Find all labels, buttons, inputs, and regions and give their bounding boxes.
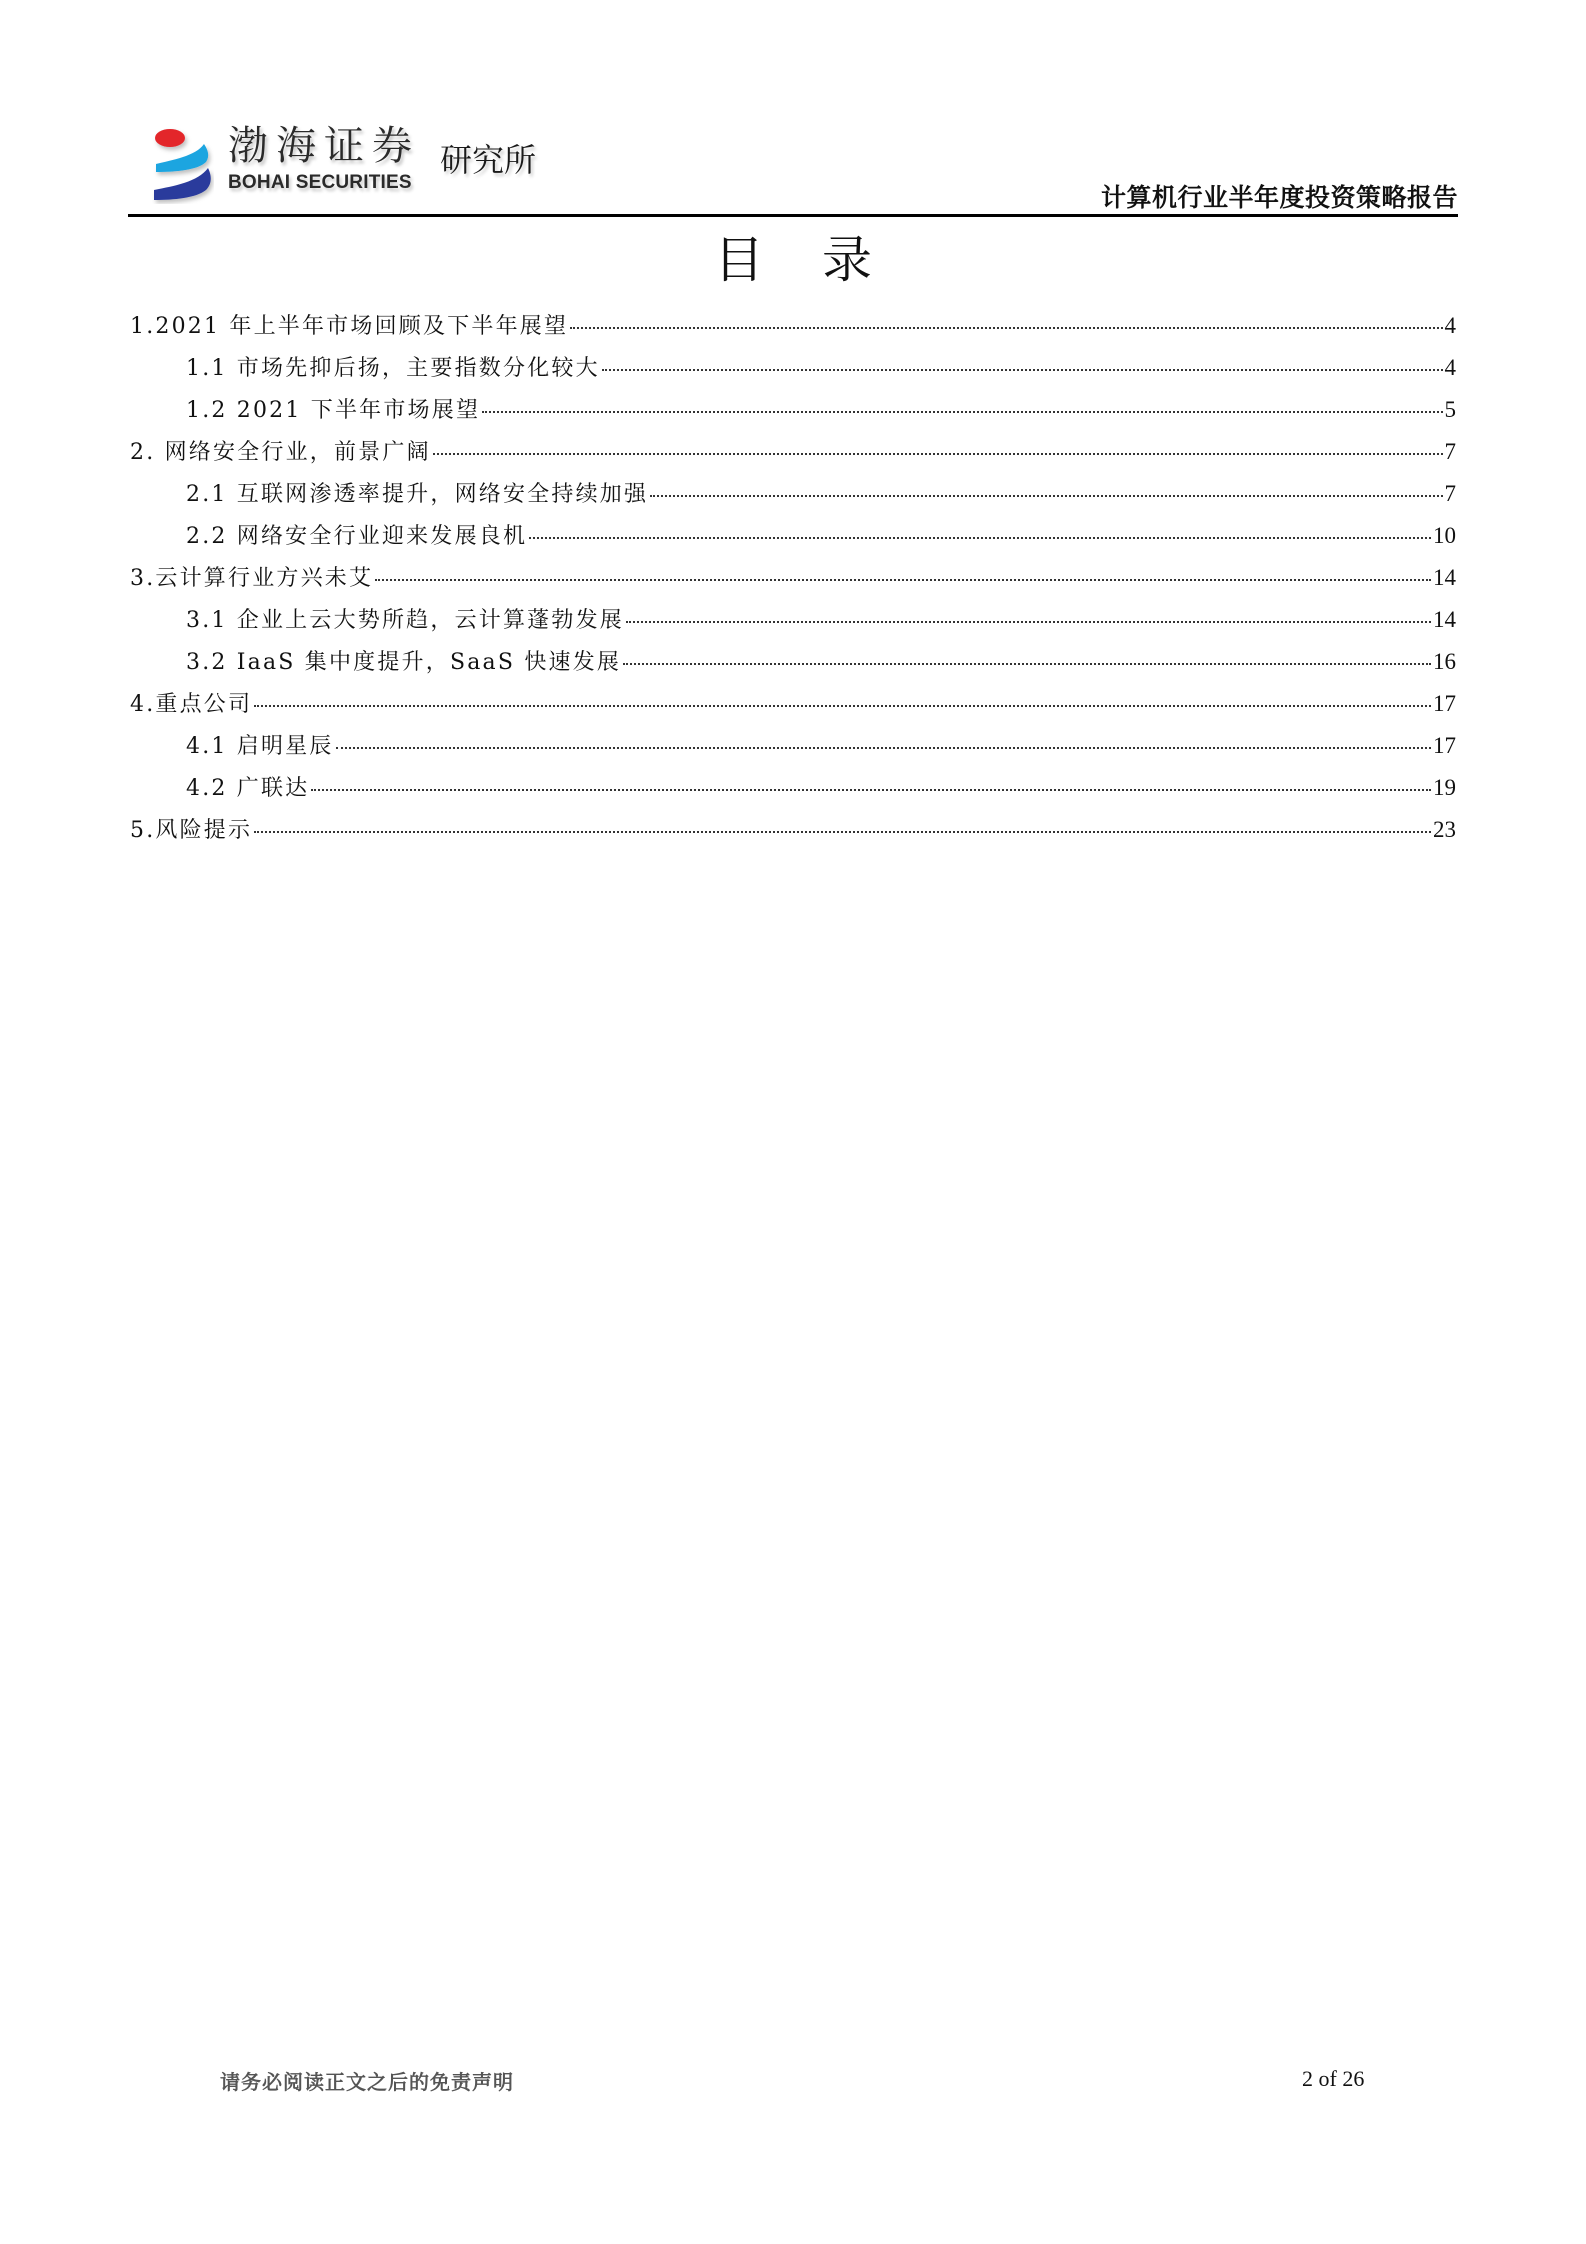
toc-entry[interactable] <box>130 305 1456 347</box>
toc-entry[interactable] <box>130 725 1456 767</box>
toc-entry[interactable] <box>130 683 1456 725</box>
toc-entry-page[interactable]: 16 <box>1433 649 1456 674</box>
toc-entry[interactable] <box>130 515 1456 557</box>
dot-leader <box>529 536 1431 539</box>
toc-entry-page[interactable]: 19 <box>1433 775 1456 800</box>
toc-entry-label[interactable]: 3.2 IaaS 集中度提升，SaaS 快速发展 <box>186 650 622 675</box>
logo-english-name: BOHAI SECURITIES <box>228 172 412 193</box>
toc-entry-label[interactable]: 4.重点公司 <box>130 692 253 717</box>
report-type-title: 计算机行业半年度投资策略报告 <box>1100 183 1458 212</box>
dot-leader <box>433 452 1443 455</box>
dot-leader <box>482 410 1442 413</box>
toc-entry-label[interactable]: 2. 网络安全行业，前景广阔 <box>130 440 431 465</box>
footer-disclaimer: 请务必阅读正文之后的免责声明 <box>220 2070 514 2094</box>
dot-leader <box>623 662 1431 665</box>
toc-entry[interactable] <box>130 347 1456 389</box>
dot-leader <box>254 830 1431 833</box>
dot-leader <box>650 494 1442 497</box>
page-header <box>128 110 1458 218</box>
toc-entry-label[interactable]: 1.2 2021 下半年市场展望 <box>186 398 481 423</box>
page-indicator: 2 of 26 <box>1302 2066 1365 2091</box>
toc-entry[interactable] <box>130 767 1456 809</box>
toc-entry[interactable] <box>130 809 1456 851</box>
toc-entry-label[interactable]: 3.云计算行业方兴未艾 <box>130 566 374 591</box>
toc-entry-page[interactable]: 17 <box>1433 691 1456 716</box>
toc-entry[interactable] <box>130 557 1456 599</box>
bohai-logo-icon <box>152 124 214 204</box>
dot-leader <box>602 368 1443 371</box>
dot-leader <box>570 326 1442 329</box>
dot-leader <box>375 578 1431 581</box>
page-title: 目录 <box>714 231 930 289</box>
toc-entry-page[interactable]: 14 <box>1433 607 1456 632</box>
toc-entry-page[interactable]: 5 <box>1444 397 1456 422</box>
toc-entry-page[interactable]: 23 <box>1433 817 1456 842</box>
toc-entry-page[interactable]: 7 <box>1444 481 1456 506</box>
toc-entry[interactable] <box>130 431 1456 473</box>
toc-entry-label[interactable]: 4.1 启明星辰 <box>186 734 334 759</box>
toc-entry-label[interactable]: 3.1 企业上云大势所趋，云计算蓬勃发展 <box>186 608 624 633</box>
header-divider <box>128 214 1458 217</box>
toc-entry-label[interactable]: 2.1 互联网渗透率提升，网络安全持续加强 <box>186 482 649 507</box>
toc-entry-page[interactable]: 10 <box>1433 523 1456 548</box>
table-of-contents <box>130 305 1456 851</box>
dot-leader <box>254 704 1431 707</box>
toc-entry-label[interactable]: 4.2 广联达 <box>186 776 310 801</box>
toc-entry-label[interactable]: 1.1 市场先抑后扬，主要指数分化较大 <box>186 356 600 381</box>
toc-entry[interactable] <box>130 473 1456 515</box>
toc-entry[interactable] <box>130 599 1456 641</box>
logo-chinese-name: 渤海证券 <box>228 123 420 169</box>
toc-entry-label[interactable]: 2.2 网络安全行业迎来发展良机 <box>186 524 528 549</box>
toc-entry-label[interactable]: 5.风险提示 <box>130 818 253 843</box>
dot-leader <box>311 788 1431 791</box>
dot-leader <box>626 620 1431 623</box>
toc-entry-page[interactable]: 4 <box>1444 355 1456 380</box>
toc-entry[interactable] <box>130 641 1456 683</box>
toc-entry-label[interactable]: 1.2021 年上半年市场回顾及下半年展望 <box>130 314 569 339</box>
dot-leader <box>336 746 1431 749</box>
logo-department: 研究所 <box>440 141 537 179</box>
toc-entry-page[interactable]: 4 <box>1444 313 1456 338</box>
toc-entry-page[interactable]: 7 <box>1444 439 1456 464</box>
toc-entry-page[interactable]: 14 <box>1433 565 1456 590</box>
toc-entry-page[interactable]: 17 <box>1433 733 1456 758</box>
toc-entry[interactable] <box>130 389 1456 431</box>
